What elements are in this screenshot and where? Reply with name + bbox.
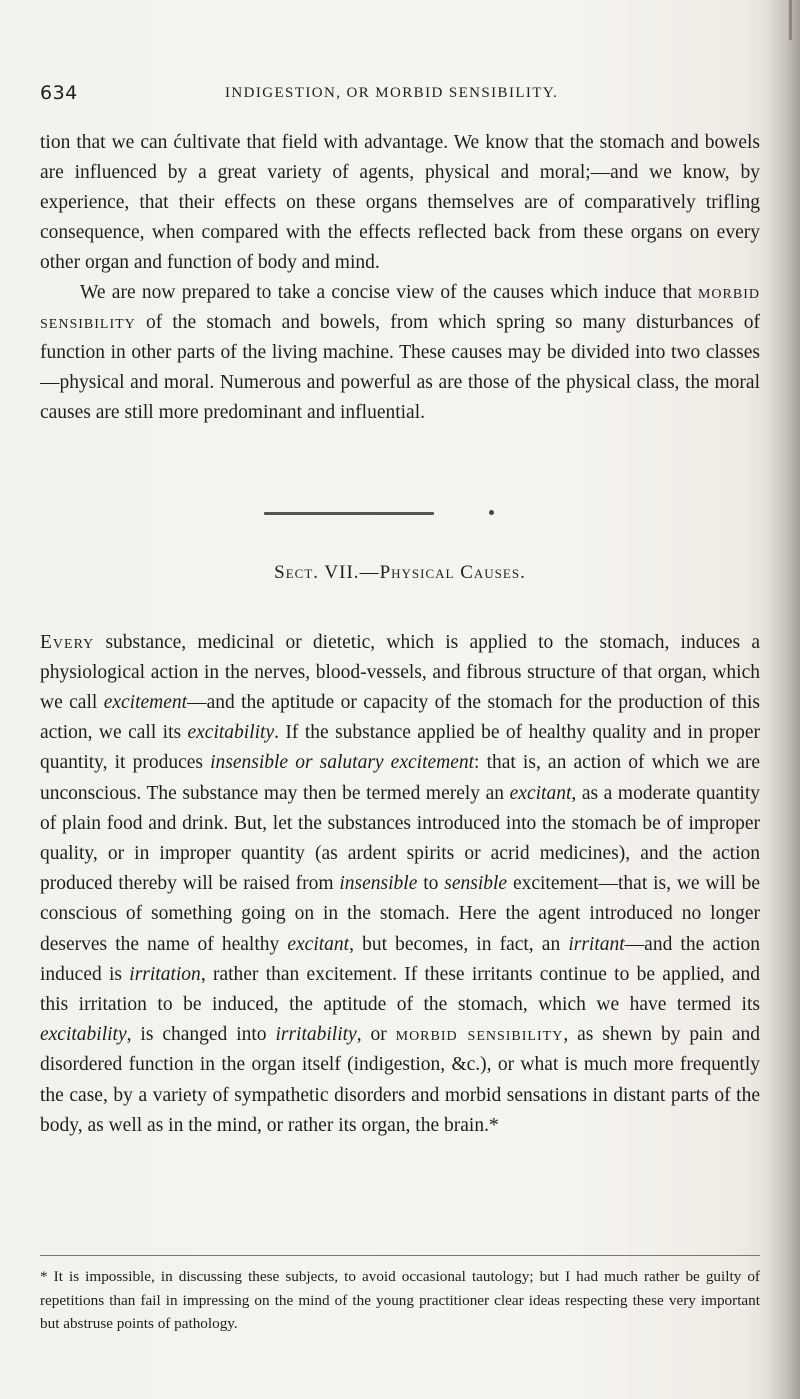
- italic-term: insensible or salutary excitement: [210, 752, 475, 774]
- italic-term: excitant: [509, 782, 572, 804]
- running-head: INDIGESTION, OR MORBID SENSIBILITY.: [225, 85, 559, 101]
- page-number: 634: [40, 82, 78, 104]
- main-text: [40, 128, 760, 428]
- text-run: : that is, an action of which we are unconscious. The substance may then be termed merely an: [40, 752, 760, 804]
- section-heading: [0, 562, 800, 584]
- text-run: tion that we can ćultivate that field with advantage. We know that the stomach and bowels are influenced by a great variety of agents, physical and moral;—and we know, by experience, that their effects on these organs themselves are of comparatively trifling consequence, when compared with the effects reflected back from these organs on every other organ and function of body and mind.: [40, 132, 760, 273]
- scan-artifact: [789, 0, 792, 40]
- text-run: substance, medicinal or dietetic, which is applied to the stomach, induces a physiological action in the nerves, blood-vessels, and fibrous structure of that organ, which we call: [40, 631, 760, 713]
- page-header: [40, 82, 790, 110]
- section-title: —Physical Causes.: [359, 562, 526, 583]
- small-caps-term: Every: [40, 631, 95, 653]
- italic-term: excitant: [287, 933, 350, 955]
- small-caps-term: morbid sensibility: [40, 282, 760, 333]
- text-run: . If the substance applied be of healthy quality and in proper quantity, it produces: [40, 722, 761, 774]
- italic-term: irritability: [275, 1024, 357, 1046]
- divider-dot: [489, 510, 494, 515]
- text-run: , but becomes, in fact, an: [349, 933, 569, 955]
- italic-term: excitability: [187, 722, 275, 744]
- footnote-text: * It is impossible, in discussing these subjects, to avoid occasional tautology; but I had much rather be guilty of repetitions than fail in impressing on the mind of the young practitioner clear ideas respecting these very important but abstruse points of pathology.: [40, 1268, 760, 1332]
- paragraph: [40, 128, 760, 278]
- section-divider: [40, 508, 760, 518]
- italic-term: irritant: [568, 933, 625, 955]
- footnote: [40, 1265, 760, 1336]
- italic-term: excitement: [103, 691, 188, 713]
- section-label: Sect. VII.: [274, 562, 360, 583]
- text-run: to: [417, 873, 445, 895]
- text-run: excitement—that is, we will be conscious of something going on in the stomach. Here the agent introduced no longer deserves the name of healthy: [40, 873, 761, 955]
- divider-rule: [264, 512, 434, 515]
- text-run: of the stomach and bowels, from which spring so many disturbances of function in other parts of the living machine. These causes may be divided into two classes—physical and moral. Numerous and powerful as are those of the physical class, the moral causes are still more predominant and influential.: [40, 312, 760, 423]
- text-run: We are now prepared to take a concise view of the causes which induce that: [80, 282, 698, 303]
- italic-term: insensible: [339, 873, 418, 895]
- text-run: , rather than excitement. If these irritants continue to be applied, and this irritation to be induced, the aptitude of the stomach, which we have termed its: [40, 963, 760, 1015]
- text-run: —and the aptitude or capacity of the stomach for the production of this action, we call its: [40, 691, 760, 744]
- small-caps-term: morbid sensibility: [395, 1024, 564, 1046]
- text-run: , as shewn by pain and disordered function in the organ itself (indigestion, &c.), or what is much more frequently the case, by a variety of sympathetic disorders and morbid sensations in distant parts of the body, as well as in the mind, or rather its organ, the brain.*: [40, 1024, 760, 1136]
- text-run: , as a moderate quantity of plain food and drink. But, let the substances introduced into the stomach be of improper quality, or in improper quantity (as ardent spirits or acrid medicines), and the action produced thereby will be raised from: [40, 782, 760, 895]
- paragraph: [40, 278, 760, 428]
- italic-term: sensible: [444, 873, 508, 895]
- footnote-rule: [40, 1255, 760, 1256]
- text-run: , is changed into: [126, 1024, 276, 1046]
- section-text: [40, 608, 760, 1160]
- page-edge-shadow: [766, 0, 800, 1399]
- paragraph: [40, 628, 760, 1141]
- italic-term: excitability: [40, 1024, 127, 1046]
- italic-term: irritation: [129, 963, 201, 985]
- text-run: , or: [356, 1024, 396, 1046]
- text-run: —and the action induced is: [40, 933, 761, 985]
